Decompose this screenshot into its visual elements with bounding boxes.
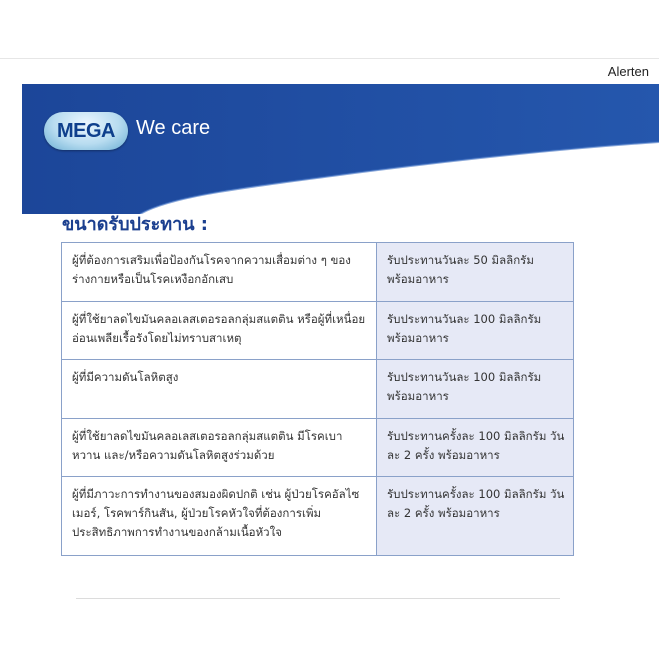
- dose-cell: รับประทานวันละ 100 มิลลิกรัม พร้อมอาหาร: [377, 301, 574, 360]
- condition-cell: ผู้ที่มีภาวะการทำงานของสมองผิดปกติ เช่น ผู้ป่วยโรคอัลไซเมอร์, โรคพาร์กินสัน, ผู้ป่วยโรคหัวใจที่ต้องการเพิ่มประสิทธิภาพการทำงานของกล้ามเนื้อหัวใจ: [62, 477, 377, 556]
- dose-cell: รับประทานวันละ 50 มิลลิกรัม พร้อมอาหาร: [377, 243, 574, 302]
- condition-cell: ผู้ที่ต้องการเสริมเพื่อป้องกันโรคจากความเสื่อมต่าง ๆ ของร่างกายหรือเป็นโรคเหงือกอักเสบ: [62, 243, 377, 302]
- dose-cell: รับประทานครั้งละ 100 มิลลิกรัม วันละ 2 ครั้ง พร้อมอาหาร: [377, 477, 574, 556]
- header-banner: [22, 84, 659, 214]
- banner-wave: [22, 84, 659, 214]
- section-title: ขนาดรับประทาน :: [62, 214, 209, 235]
- table-row: [62, 418, 574, 477]
- condition-cell: ผู้ที่ใช้ยาลดไขมันคลอเลสเตอรอลกลุ่มสแตติน หรือผู้ที่เหนื่อย อ่อนเพลียเรื้อรังโดยไม่ทราบสาเหตุ: [62, 301, 377, 360]
- logo-text: MEGA: [57, 119, 115, 142]
- top-divider: [0, 58, 659, 59]
- table-row: [62, 243, 574, 302]
- dosage-table: [61, 242, 574, 556]
- dose-cell: รับประทานครั้งละ 100 มิลลิกรัม วันละ 2 ครั้ง พร้อมอาหาร: [377, 418, 574, 477]
- slogan: We care: [136, 117, 211, 139]
- mega-logo: [44, 112, 128, 150]
- condition-cell: ผู้ที่มีความดันโลหิตสูง: [62, 360, 377, 419]
- table-row: [62, 301, 574, 360]
- condition-cell: ผู้ที่ใช้ยาลดไขมันคลอเลสเตอรอลกลุ่มสแตติน มีโรคเบาหวาน และ/หรือความดันโลหิตสูงร่วมด้วย: [62, 418, 377, 477]
- brand-tag: Alerten: [607, 64, 649, 79]
- table-row: [62, 360, 574, 419]
- bottom-divider: [76, 598, 560, 599]
- table-row: [62, 477, 574, 556]
- dose-cell: รับประทานวันละ 100 มิลลิกรัม พร้อมอาหาร: [377, 360, 574, 419]
